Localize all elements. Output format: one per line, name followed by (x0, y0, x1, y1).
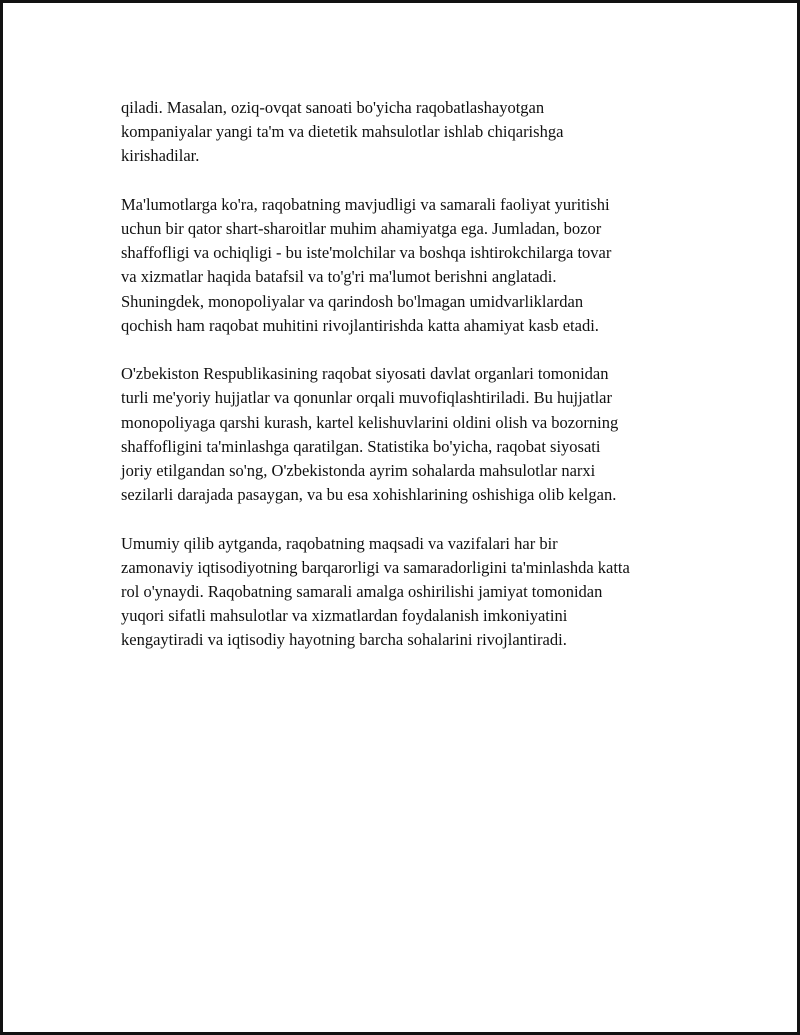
text-line: qochish ham raqobat muhitini rivojlantirishda katta ahamiyat kasb etadi. (121, 315, 599, 335)
paragraph-1 (121, 96, 701, 169)
document-body (121, 96, 701, 677)
text-line: joriy etilgandan so'ng, O'zbekistonda ayrim sohalarda mahsulotlar narxi (121, 461, 596, 481)
text-line: kompaniyalar yangi ta'm va dietetik mahsulotlar ishlab chiqarishga (121, 122, 564, 142)
text-line: kirishadilar. (121, 146, 200, 166)
text-line: yuqori sifatli mahsulotlar va xizmatlardan foydalanish imkoniyatini (121, 606, 568, 626)
text-line: Ma'lumotlarga ko'ra, raqobatning mavjudligi va samarali faoliyat yuritishi (121, 194, 610, 214)
text-line: va xizmatlar haqida batafsil va to'g'ri ma'lumot berishni anglatadi. (121, 267, 557, 287)
paragraph-4 (121, 532, 701, 653)
text-line: Umumiy qilib aytganda, raqobatning maqsadi va vazifalari har bir (121, 533, 558, 553)
text-line: monopoliyaga qarshi kurash, kartel kelishuvlarini oldini olish va bozorning (121, 412, 619, 432)
text-line: sezilarli darajada pasaygan, va bu esa xohishlarining oshishiga olib kelgan. (121, 485, 617, 505)
paragraph-2 (121, 193, 701, 338)
text-line: rol o'ynaydi. Raqobatning samarali amalga oshirilishi jamiyat tomonidan (121, 582, 603, 602)
paragraph-3 (121, 362, 701, 507)
text-line: O'zbekiston Respublikasining raqobat siyosati davlat organlari tomonidan (121, 364, 609, 384)
text-line: Shuningdek, monopoliyalar va qarindosh bo'lmagan umidvarliklardan (121, 291, 584, 311)
text-line: turli me'yoriy hujjatlar va qonunlar orqali muvofiqlashtiriladi. Bu hujjatlar (121, 388, 612, 408)
text-line: kengaytiradi va iqtisodiy hayotning barcha sohalarini rivojlantiradi. (121, 630, 567, 650)
text-line: qiladi. Masalan, oziq-ovqat sanoati bo'yicha raqobatlashayotgan (121, 98, 545, 117)
text-line: uchun bir qator shart-sharoitlar muhim ahamiyatga ega. Jumladan, bozor (121, 219, 602, 238)
text-line: shaffofligi va ochiqligi - bu iste'molchilar va boshqa ishtirokchilarga tovar (121, 243, 612, 263)
text-line: zamonaviy iqtisodiyotning barqarorligi va samaradorligini ta'minlashda katta (121, 557, 630, 577)
text-line: shaffofligini ta'minlashga qaratilgan. Statistika bo'yicha, raqobat siyosati (121, 436, 601, 456)
